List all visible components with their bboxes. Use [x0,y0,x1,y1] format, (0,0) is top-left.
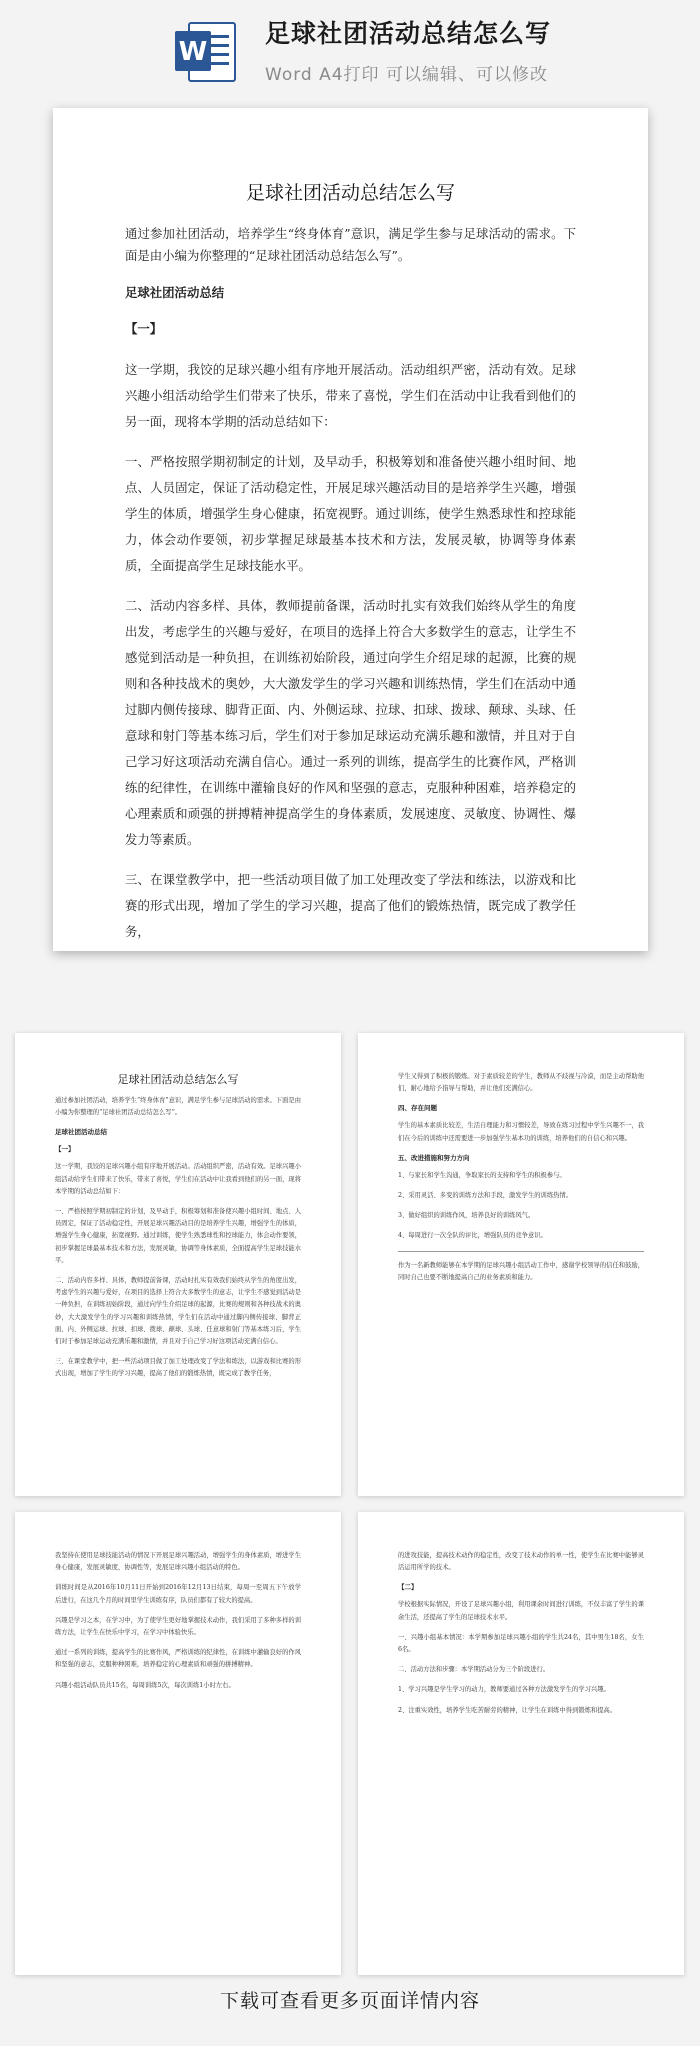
document-title: 足球社团活动总结怎么写 [245,182,455,204]
document-intro: 通过参加社团活动，培养学生“终身体育”意识，满足学生参与足球活动的需求。下面是由小编为你整理的“足球社团活动总结怎么写”。 [125,226,576,263]
section-marker: 【一】 [125,321,163,336]
document-content [125,178,576,959]
page-thumbnail-3[interactable] [15,1512,341,1975]
page-thumbnail-4[interactable] [358,1512,684,1975]
thumb-paragraph: 学生的基本素质比较差，生活自理能力和习惯较差，导致在练习过程中学生兴趣不一，我们在今后的训练中还需要进一步加强学生基本功的训练，培养他们的自信心和兴趣。 [398,1122,644,1142]
document-heading: 足球社团活动总结 [125,285,225,300]
word-icon-letter: W [178,37,208,67]
thumb-paragraph: 这一学期，我饺的足球兴趣小组有序地开展活动。活动组织严密，活动有效。足球兴趣小组活动给学生们带来了快乐，带来了喜悦，学生们在活动中让我看到他们的另一面，现将本学期的活动总结如下： [55,1163,301,1195]
thumb-paragraph: 训练时间是从2016年10月11日开始到2016年12月13日结束，每周一至周五下午放学后进行，在这几个月的时间里学生训练有序，队员们都有了较大的提高。 [55,1584,301,1604]
thumb-paragraph: 三、在课堂教学中，把一些活动项目做了加工处理改变了学法和练法，以游戏和比赛的形式出现，增加了学生的学习兴趣，提高了他们的锻炼热情，既完成了教学任务， [55,1358,301,1378]
thumb-paragraph: 通过参加社团活动，培养学生“终身体育”意识，满足学生参与足球活动的需求。下面是由小编为你整理的“足球社团活动总结怎么写”。 [55,1097,301,1117]
thumb-paragraph: 2、注重实效性，培养学生吃苦耐劳的精神，让学生在训练中得到锻炼和提高。 [398,1706,617,1714]
document-paragraph: 二、活动内容多样、具体，教师提前备课，活动时扎实有效我们始终从学生的角度出发，考虑学生的兴趣与爱好，在项目的选择上符合大多数学生的意志，让学生不感觉到活动是一种负担，在训练初始阶段，通过向学生介绍足球的起源，比赛的规则和各种技战术的奥妙，大大激发学生的学习兴趣和训练热情，学生们在活动中通过脚内侧传接球、脚背正面、内、外侧运球、拉球、扣球、拨球、颠球、头球、任意球和射门等基本练习后，学生们对于参加足球运动充满乐趣和激情，并且对于自己学习好这项活动充满自信心。通过一系列的训练，提高学生的比赛作风，严格训练的纪律性，在训练中灌输良好的作风和坚强的意志，克服种种困难，培养稳定的心理素质和顽强的拼搏精神提高学生的身体素质，发展速度、灵敏度、协调性、爆发力等素质。 [125,598,576,847]
thumb-paragraph: 的进攻技能，提高技术动作的稳定性，改变了技术动作的单一性，使学生在比赛中能够灵活运用所学的技术。 [398,1552,644,1572]
thumb-heading: 足球社团活动总结 [55,1128,107,1137]
word-doc-icon [175,19,239,85]
document-paragraph: 这一学期，我饺的足球兴趣小组有序地开展活动。活动组织严密，活动有效。足球兴趣小组活动给学生们带来了快乐，带来了喜悦，学生们在活动中让我看到他们的另一面，现将本学期的活动总结如下： [125,362,576,429]
page-subtitle: Word A4打印 可以编辑、可以修改 [265,65,548,85]
thumb-paragraph: 兴趣是学习之本，在学习中，为了使学生更好地掌握技术动作，我们采用了多种多样的训练方法，让学生在快乐中学习，在学习中体验快乐。 [55,1616,301,1637]
thumb-paragraph: 学生又得到了积极的锻炼。对于素质较差的学生，教师从不歧视与冷漠，而是主动帮助他们，耐心地给予指导与帮助，并让他们充满信心。 [398,1073,644,1093]
thumb-paragraph: 一、兴趣小组基本情况：本学期参加足球兴趣小组的学生共24名，其中男生18名，女生6名。 [398,1633,644,1654]
thumb-paragraph: 兴趣小组活动队员共15名，每周训练5次，每次训练1小时左右。 [55,1681,235,1689]
download-more-link[interactable]: 下载可查看更多页面详情内容 [219,1990,480,2012]
page-thumbnail-2[interactable] [358,1033,684,1496]
thumb-paragraph: 4、每周进行一次全队的评比，增强队员的竞争意识。 [398,1232,547,1240]
thumb-section-marker: 【一】 [55,1145,75,1154]
thumb-section-marker: 【二】 [398,1583,418,1592]
thumb-paragraph: 2、采用灵活、多变的训练方法和手段，激发学生的训练热情。 [398,1192,573,1200]
document-page-main [53,108,648,951]
document-paragraph: 一、严格按照学期初制定的计划，及早动手，积极筹划和准备使兴趣小组时间、地点、人员固定，保证了活动稳定性，开展足球兴趣活动目的是培养学生兴趣，增强学生的体质，增强学生身心健康，拓宽视野。通过训练，使学生熟悉球性和控球能力，体会动作要领，初步掌握足球最基本技术和方法，发展灵敏，协调等身体素质，全面提高学生足球技能水平。 [125,454,576,573]
page-title: 足球社团活动总结怎么写 [265,19,552,48]
thumb-divider [398,1251,644,1252]
thumb-paragraph: 二、活动内容多样、具体，教师提前备课，活动时扎实有效我们始终从学生的角度出发，考虑学生的兴趣与爱好，在项目的选择上符合大多数学生的意志，让学生不感觉到活动是一种负担，在训练初始阶段，通过向学生介绍足球的起源，比赛的规则和各种技战术的奥妙，大大激发学生的学习兴趣和训练热情，学生们在活动中通过脚内侧传接球、脚背正面、内、外侧运球、拉球、扣球、拨球、颠球、头球、任意球和射门等基本练习后，学生们对于参加足球运动充满乐趣和激情，并且对于自己学习好这项活动充满自信心。 [55,1277,301,1346]
thumb-paragraph: 3、做好组织的训练作风，培养良好的训练风气。 [398,1212,535,1220]
thumb-heading: 四、存在问题 [398,1104,437,1113]
thumb-paragraph: 一、严格按照学期初制定的计划，及早动手，积极筹划和准备使兴趣小组时间、地点、人员固定，保证了活动稳定性，开展足球兴趣活动目的是培养学生兴趣，增强学生的体质，增强学生身心健康，拓宽视野。通过训练，使学生熟悉球性和控球能力，体会动作要领，初步掌握足球最基本技术和方法，发展灵敏，协调等身体素质，全面提高学生足球技能水平。 [55,1208,301,1264]
thumb-heading: 五、改进措施和努力方向 [398,1153,470,1162]
thumb-paragraph: 学校根据实际情况，开设了足球兴趣小组，利用课余时间进行训练，不仅丰富了学生的课余生活，还提高了学生的足球技术水平。 [398,1601,644,1621]
document-paragraph: 三、在课堂教学中，把一些活动项目做了加工处理改变了学法和练法，以游戏和比赛的形式出现，增加了学生的学习兴趣，提高了他们的锻炼热情，既完成了教学任务， [125,872,576,939]
page-header [0,0,700,100]
thumb-title: 足球社团活动总结怎么写 [117,1073,239,1086]
thumb-paragraph: 1、与家长和学生沟通，争取家长的支持和学生的积极参与。 [398,1171,566,1179]
thumb-paragraph: 二、活动方法和步骤：本学期活动分为三个阶段进行。 [398,1666,550,1674]
thumb-paragraph: 我坚持在使用足球技能活动的情况下开展足球兴趣活动，增强学生的身体素质，增进学生身心健康，发展灵敏度，协调性等，发展足球兴趣小组活动的特色。 [55,1552,301,1572]
thumb-paragraph: 1、学习兴趣是学生学习的动力，教师要通过各种方法激发学生的学习兴趣。 [398,1686,610,1694]
thumb-paragraph: 作为一名新教师能够在本学期的足球兴趣小组活动工作中，感谢学校领导的信任和鼓励，同时自己也要不断地提高自己的业务素质和能力。 [398,1261,644,1281]
thumb-paragraph: 通过一系列的训练，提高学生的比赛作风，严格训练的纪律性，在训练中灌输良好的作风和坚强的意志，克服种种困难，培养稳定的心理素质和顽强的拼搏精神。 [55,1649,301,1669]
page-thumbnail-1[interactable] [15,1033,341,1496]
